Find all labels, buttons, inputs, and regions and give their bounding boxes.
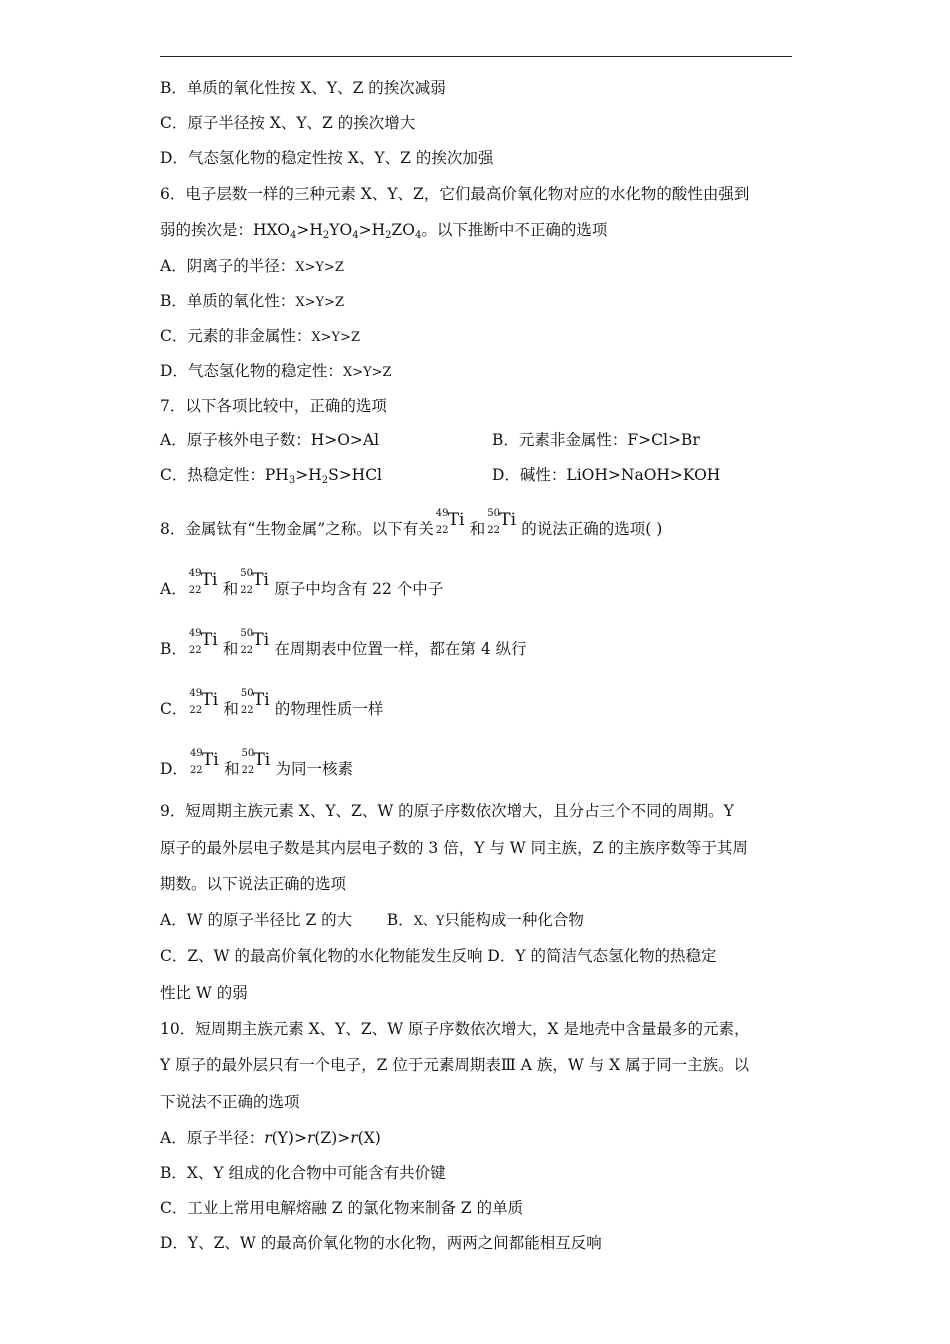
q8-option-d: D． 49 22 Ti 和 50 22 Ti 为同一核素 [160,748,353,778]
nuclide-ti-49: 49 22 Ti [188,628,218,656]
q10-option-c: C．工业上常用电解熔融 Z 的氯化物来制备 Z 的单质 [160,1199,524,1217]
q10-option-b: B．X、Y 组成的化合物中可能含有共价键 [160,1164,446,1182]
q10-stem-line3: 下说法不正确的选项 [160,1093,300,1111]
q7-option-a: A．原子核外电子数：H>O>Al [160,431,380,449]
q9-options-cd: C．Z、W 的最高价氧化物的水化物能发生反响 D．Y 的简洁气态氢化物的热稳定 [160,947,717,965]
q6-option-c: C．元素的非金属性：X>Y>Z [160,327,361,345]
q6-option-d: D．气态氢化物的稳定性：X>Y>Z [160,362,392,380]
nuclide-ti-50: 50 22 Ti [487,508,517,536]
q10-option-d: D．Y、Z、W 的最高价氧化物的水化物，两两之间都能相互反响 [160,1234,602,1252]
q6-stem-line2: 弱的挨次是：$HXO_4>H_2YO_4>H_2ZO_4$。以下推断中不正确的选项 [160,221,608,241]
q8-option-a: A． 49 22 Ti 和 50 22 Ti 原子中均含有 22 个中子 [160,568,444,598]
q10-stem-line2: Y 原子的最外层只有一个电子，Z 位于元素周期表Ⅲ A 族，W 与 X 属于同一主族。以 [160,1056,750,1074]
q7-stem: 7．以下各项比较中，正确的选项 [160,397,387,415]
q6-option-a: A．阴离子的半径：X>Y>Z [160,257,344,275]
q8-stem: 8．金属钛有“生物金属”之称。以下有关 49 22 Ti 和 50 22 Ti 的说法正确的选项( ) [160,508,663,538]
q7-option-c: C．热稳定性：$PH_3>H_2S>HCl$ [160,466,383,486]
q9-options-ab: A．W 的原子半径比 Z 的大 B．X、Y只能构成一种化合物 [160,911,584,929]
q7-option-d: D．碱性：LiOH>NaOH>KOH [492,466,721,484]
q5-option-c: C．原子半径按 X、Y、Z 的挨次增大 [160,114,416,132]
q10-option-a: A．原子半径：r(Y)>r(Z)>r(X) [160,1129,381,1147]
nuclide-ti-49: 49 22 Ti [189,688,219,716]
nuclide-ti-50: 50 22 Ti [241,748,271,776]
nuclide-ti-49: 49 22 Ti [188,568,218,596]
q10-stem-line1: 10．短周期主族元素 X、Y、Z、W 原子序数依次增大，X 是地壳中含量最多的元素， [160,1020,750,1038]
q6-stem-line1: 6．电子层数一样的三种元素 X、Y、Z，它们最高价氧化物对应的水化物的酸性由强到 [160,185,750,203]
nuclide-ti-50: 50 22 Ti [240,628,270,656]
q8-option-c: C． 49 22 Ti 和 50 22 Ti 的物理性质一样 [160,688,384,718]
q9-stem-line1: 9．短周期主族元素 X、Y、Z、W 的原子序数依次增大，且分占三个不同的周期。Y [160,802,734,820]
q9-stem-line2: 原子的最外层电子数是其内层电子数的 3 倍，Y 与 W 同主族，Z 的主族序数等于其周 [160,839,748,857]
header-rule [160,56,792,57]
q5-option-d: D．气态氢化物的稳定性按 X、Y、Z 的挨次加强 [160,149,494,167]
nuclide-ti-50: 50 22 Ti [240,568,269,596]
q5-option-b: B．单质的氧化性按 X、Y、Z 的挨次减弱 [160,79,446,97]
q8-option-b: B． 49 22 Ti 和 50 22 Ti 在周期表中位置一样，都在第 4 纵行 [160,628,527,658]
q9-options-d-cont: 性比 W 的弱 [160,984,248,1002]
q7-option-b: B．元素非金属性：F>Cl>Br [492,431,700,449]
nuclide-ti-49: 49 22 Ti [435,508,465,536]
nuclide-ti-49: 49 22 Ti [189,748,219,776]
q9-stem-line3: 期数。以下说法正确的选项 [160,875,347,893]
q6-option-b: B．单质的氧化性：X>Y>Z [160,292,345,310]
nuclide-ti-50: 50 22 Ti [240,688,270,716]
